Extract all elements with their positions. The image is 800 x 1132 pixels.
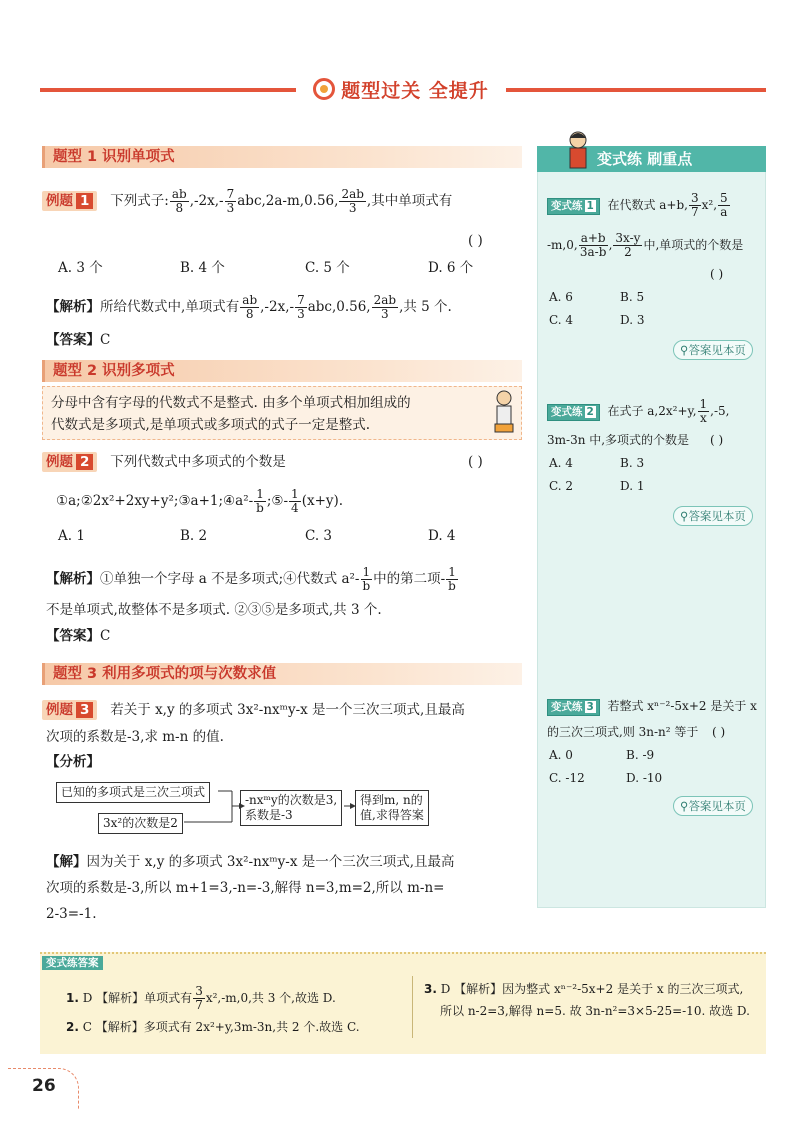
answer-1: 1. D 【解析】单项式有 $\frac{3}{7}$ x²,-m,0,共 3 个,故选 D.	[66, 984, 336, 1012]
variant2-line2: 3m-3n 中,多项式的个数是	[547, 433, 690, 447]
variant3-line1: 变式练 3 若整式 xⁿ⁻²-5x+2 是关于 x	[547, 696, 757, 716]
option-c: C. -12	[549, 771, 585, 785]
option-d: D. -10	[626, 771, 663, 785]
option-b: B. 2	[180, 528, 208, 544]
variant1-line1: 变式练 1 在代数式 a+b, $\frac{3}{7}$ x², $\frac{5}{a}$	[547, 192, 731, 219]
option-a: A. 0	[549, 748, 573, 762]
option-b: B. -9	[626, 748, 655, 762]
example-tag: 例题 2	[42, 452, 97, 472]
option-c: C. 3	[305, 528, 333, 544]
example1-question: 例题 1 下列式子: $\frac{ab}{8}$ ,-2x,- $\frac{7}{3}$ abc,2a-m,0.56, $\frac{2ab}{3}$ ,其中单项式有	[42, 188, 452, 215]
option-b: B. 4 个	[180, 260, 225, 276]
variant-tag: 变式练 3	[547, 699, 600, 716]
flow-arrows	[56, 780, 356, 836]
solution-line3: 2-3=-1.	[46, 906, 97, 922]
example-tag: 例题 3	[42, 700, 97, 720]
answer-3-line2: 所以 n-2=3,解得 n=5. 故 3n-n²=3×5-25=-10. 故选 D.	[440, 1004, 750, 1018]
example3-question-line2: 次项的系数是-3,求 m-n 的值.	[46, 729, 224, 745]
option-c: C. 2	[549, 479, 574, 493]
variant3-paren: ( )	[712, 725, 726, 739]
tip-box	[42, 386, 522, 440]
key-icon: ⚲	[680, 799, 689, 813]
option-d: D. 6 个	[428, 260, 474, 276]
thinking-person-icon	[488, 388, 520, 438]
option-a: A. 4	[549, 456, 573, 470]
solution-line1: 【解】因为关于 x,y 的多项式 3x²-nxᵐy-x 是一个三次三项式,且最高	[46, 854, 455, 870]
option-a: A. 3 个	[58, 260, 103, 276]
type2-bar: 题型 2 识别多项式	[42, 360, 522, 382]
option-b: B. 5	[620, 290, 645, 304]
page-number: 26	[32, 1076, 56, 1096]
type3-bar: 题型 3 利用多项式的项与次数求值	[42, 663, 522, 685]
option-d: D. 1	[620, 479, 645, 493]
answers-divider	[412, 976, 413, 1038]
option-c: C. 5 个	[305, 260, 350, 276]
example2-answer: 【答案】C	[46, 628, 111, 644]
tip-line-2: 代数式是多项式,是单项式或多项式的式子一定是整式.	[51, 417, 371, 433]
section-header	[296, 74, 506, 104]
tip-line-1: 分母中含有字母的代数式不是整式. 由多个单项式相加组成的	[51, 395, 411, 411]
example2-question: 例题 2 下列代数式中多项式的个数是	[42, 452, 286, 472]
example2-analysis: 【解析】①单独一个字母 a 不是多项式;④代数式 a²- $\frac{1}{b}$ 中的第二项- $\frac{1}{b}$	[46, 565, 456, 593]
flow-box-term: -nxᵐy的次数是3, 系数是-3	[240, 790, 342, 826]
answer-3: 3. D 【解析】因为整式 xⁿ⁻²-5x+2 是关于 x 的三次三项式,	[424, 982, 744, 996]
key-icon: ⚲	[680, 343, 689, 357]
variant1-paren: ( )	[710, 267, 724, 281]
student-icon	[562, 130, 594, 172]
option-b: B. 3	[620, 456, 645, 470]
variant-tag: 变式练 2	[547, 404, 600, 421]
option-a: A. 6	[549, 290, 573, 304]
answers-header: 变式练答案	[42, 956, 103, 970]
variant2-line1: 变式练 2 在式子 a,2x²+y, $\frac{1}{x}$ ,-5,	[547, 398, 729, 425]
solution-line2: 次项的系数是-3,所以 m+1=3,-n=-3,解得 n=3,m=2,所以 m-n=	[46, 880, 445, 896]
example1-analysis: 【解析】所给代数式中,单项式有 $\frac{ab}{8}$ ,-2x,- $\frac{7}{3}$ abc,0.56, $\frac{2ab}{3}$ ,共 5 个.	[46, 293, 452, 321]
example2-paren: ( )	[468, 454, 483, 470]
option-c: C. 4	[549, 313, 574, 327]
key-icon: ⚲	[680, 509, 689, 523]
example1-paren: ( )	[468, 233, 483, 249]
answer-link[interactable]: ⚲答案见本页	[673, 506, 753, 526]
flow-box-degree: 3x²的次数是2	[98, 813, 183, 834]
example2-items: ①a;②2x²+2xy+y²;③a+1;④a²- $\frac{1}{b}$ ;⑤- $\frac{1}{4}$ (x+y).	[56, 487, 344, 515]
swirl-icon	[313, 78, 335, 100]
variant2-paren: ( )	[710, 433, 724, 447]
section-title: 题型过关 全提升	[341, 79, 489, 102]
variant3-line2: 的三次三项式,则 3n-n² 等于	[547, 725, 699, 739]
example1-answer: 【答案】C	[46, 332, 111, 348]
answer-link[interactable]: ⚲答案见本页	[673, 796, 753, 816]
variant1-line2: -m,0, $\frac{a+b}{3a-b}$ , $\frac{3x-y}{2}$ 中,单项式的个数是	[547, 231, 744, 259]
flow-box-result: 得到m, n的 值,求得答案	[355, 790, 429, 826]
flow-box-given: 已知的多项式是三次三项式	[56, 782, 210, 803]
example3-question: 例题 3 若关于 x,y 的多项式 3x²-nxᵐy-x 是一个三次三项式,且最高	[42, 700, 465, 720]
option-d: D. 4	[428, 528, 456, 544]
example-tag: 例题 1	[42, 191, 97, 211]
practice-panel-header: 变式练 刷重点	[537, 146, 766, 172]
variant-tag: 变式练 1	[547, 198, 600, 215]
option-d: D. 3	[620, 313, 645, 327]
answer-link[interactable]: ⚲答案见本页	[673, 340, 753, 360]
example2-analysis-line2: 不是单项式,故整体不是多项式. ②③⑤是多项式,共 3 个.	[46, 602, 382, 618]
type1-bar: 题型 1 识别单项式	[42, 146, 522, 168]
answer-2: 2. C 【解析】多项式有 2x²+y,3m-3n,共 2 个.故选 C.	[66, 1020, 360, 1034]
option-a: A. 1	[58, 528, 85, 544]
analysis-label: 【分析】	[46, 754, 100, 770]
practice-panel	[537, 146, 766, 908]
